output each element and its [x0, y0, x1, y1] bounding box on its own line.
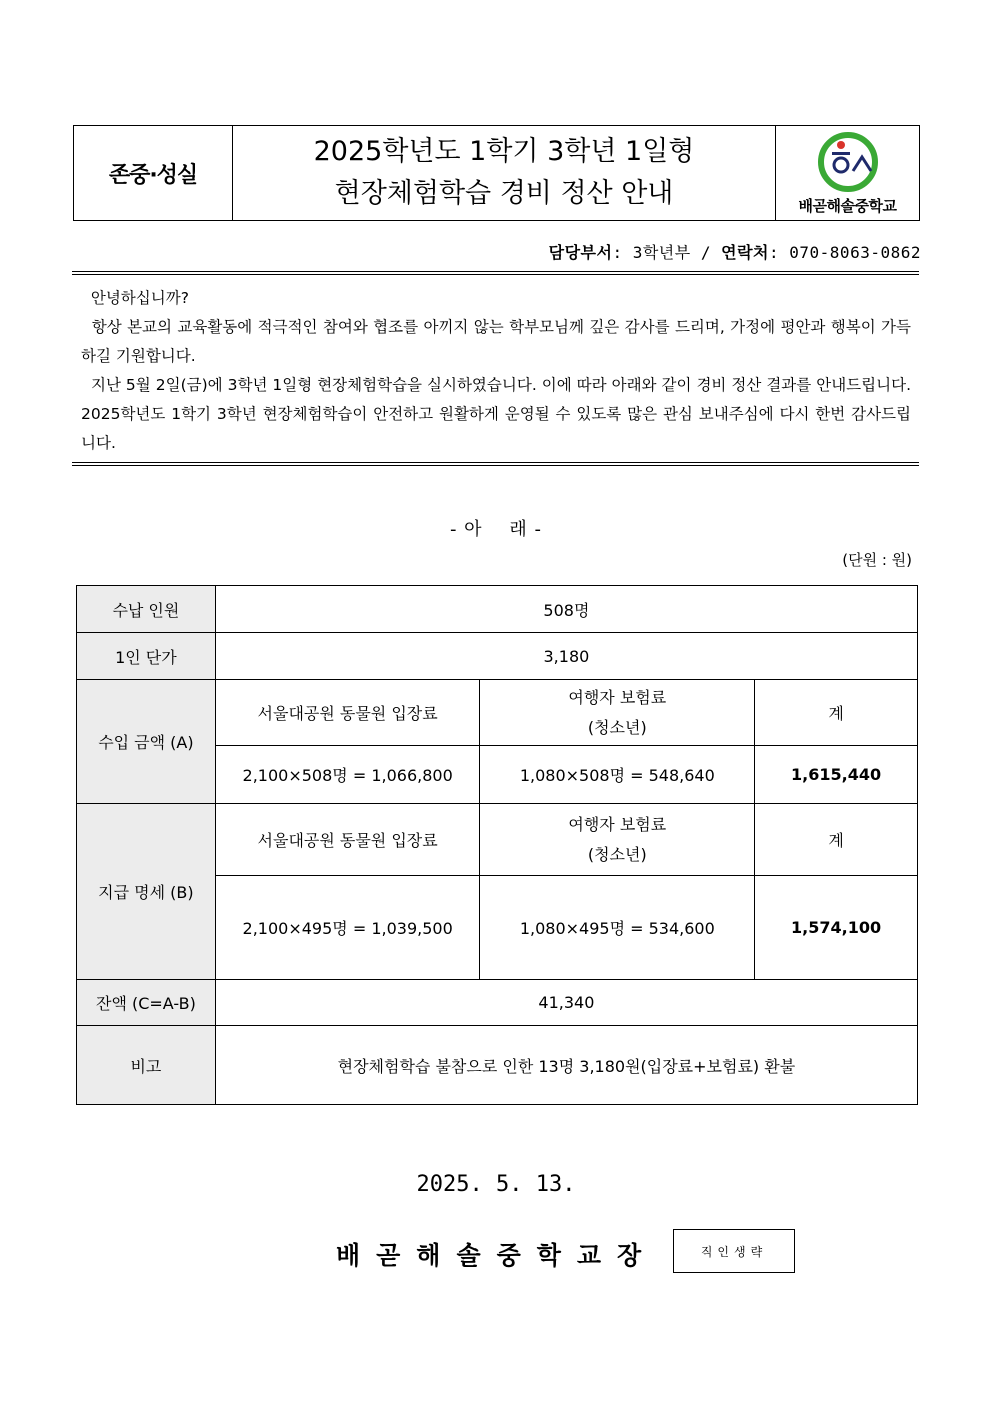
- department-value: : 3학년부 /: [612, 243, 722, 262]
- expense-col-total: 계: [755, 804, 918, 876]
- phone-value: : 070-8063-0862: [769, 243, 921, 262]
- row-label-count: 수납 인원: [77, 586, 216, 633]
- settlement-table: [76, 585, 918, 1105]
- income-col-insurance: 여행자 보험료 (청소년): [480, 680, 755, 746]
- school-logo: [776, 126, 919, 220]
- divider-bottom-2: [72, 465, 919, 466]
- table-row: [77, 680, 918, 746]
- title-line-1: 2025학년도 1학기 3학년 1일형: [313, 136, 695, 167]
- expense-col-zoo: 서울대공원 동물원 입장료: [215, 804, 480, 876]
- department-label: 담당부서: [548, 243, 613, 262]
- table-row: [77, 804, 918, 876]
- expense-total-value: 1,574,100: [755, 876, 918, 980]
- letter-body: [81, 284, 911, 458]
- row-label-expense: 지급 명세 (B): [77, 804, 216, 980]
- school-emblem-icon: [815, 131, 881, 193]
- expense-col-insurance: 여행자 보험료 (청소년): [480, 804, 755, 876]
- table-row: [77, 1026, 918, 1105]
- title-line-2: 현장체험학습 경비 정산 안내: [334, 178, 674, 209]
- divider-bottom-1: [72, 462, 919, 463]
- contact-info: [549, 240, 921, 263]
- income-col-total: 계: [755, 680, 918, 746]
- income-col-zoo: 서울대공원 동물원 입장료: [215, 680, 480, 746]
- table-row: [77, 586, 918, 633]
- letter-paragraph-2: 지난 5월 2일(금)에 3학년 1일형 현장체험학습을 실시하였습니다. 이에 따라 아래와 같이 경비 정산 결과를 안내드립니다. 2025학년도 1학기 3학년 현장체험학습이 안전하고 원활하게 운영될 수 있도록 많은 관심 보내주심에 다시 한번 감사드립니다.: [81, 376, 911, 452]
- greeting: 안녕하십니까?: [90, 289, 189, 307]
- table-row: [77, 980, 918, 1026]
- table-row: [77, 633, 918, 680]
- income-total-value: 1,615,440: [755, 746, 918, 804]
- income-zoo-value: 2,100×508명 = 1,066,800: [215, 746, 480, 804]
- divider-top-1: [72, 271, 919, 272]
- school-logo-text: 배곧해솔중학교: [798, 196, 897, 215]
- section-title: - 아 래 -: [449, 519, 543, 540]
- letter-paragraph-1: 항상 본교의 교육활동에 적극적인 참여와 협조를 아끼지 않는 학부모님께 깊은 감사를 드리며, 가정에 평안과 행복이 가득하길 기원합니다.: [81, 318, 912, 365]
- unit-price-value: 3,180: [215, 633, 917, 680]
- row-label-note: 비고: [77, 1026, 216, 1105]
- income-insurance-value: 1,080×508명 = 548,640: [480, 746, 755, 804]
- expense-insurance-value: 1,080×495명 = 534,600: [480, 876, 755, 980]
- document-title: [233, 126, 776, 220]
- row-label-unit-price: 1인 단가: [77, 633, 216, 680]
- row-label-income: 수입 금액 (A): [77, 680, 216, 804]
- document-date: 2025. 5. 13.: [416, 1172, 576, 1197]
- principal-signature: 배곧해솔중학교장: [336, 1241, 658, 1270]
- expense-zoo-value: 2,100×495명 = 1,039,500: [215, 876, 480, 980]
- document-header: [73, 125, 920, 221]
- count-value: 508명: [215, 586, 917, 633]
- divider-top-2: [72, 274, 919, 275]
- row-label-balance: 잔액 (C=A-B): [77, 980, 216, 1026]
- phone-label: 연락처: [721, 243, 769, 262]
- balance-value: 41,340: [215, 980, 917, 1026]
- unit-note: (단원 : 원): [842, 551, 912, 569]
- seal-box: 직인생략: [673, 1229, 795, 1273]
- note-value: 현장체험학습 불참으로 인한 13명 3,180원(입장료+보험료) 환불: [215, 1026, 917, 1105]
- school-motto: 존중·성실: [74, 126, 233, 220]
